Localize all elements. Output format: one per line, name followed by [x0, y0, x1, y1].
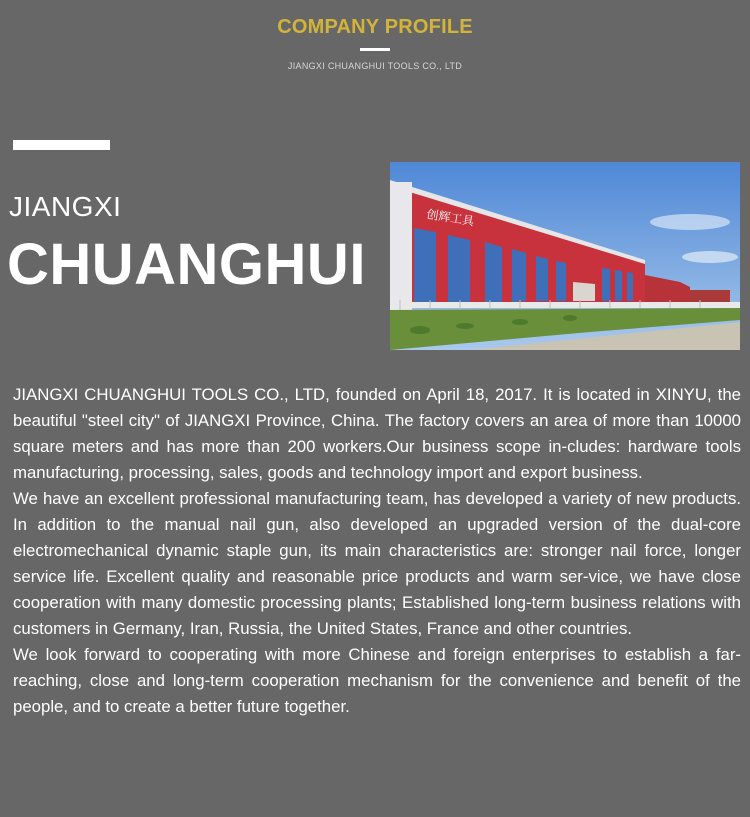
cloud: [682, 251, 738, 263]
factory-photo: [390, 162, 740, 350]
accent-bar: [13, 140, 110, 150]
description-paragraph: We look forward to cooperating with more Chinese and foreign enterprises to establish a far-reaching, close and long-term cooperation mechanism for the convenience and benefit of the people, and to create a better future together.: [13, 645, 741, 716]
building-sign: 创辉工具: [425, 207, 476, 229]
annex-building: [690, 290, 730, 302]
title-underline: [360, 48, 390, 51]
cloud: [650, 214, 730, 230]
page-title: COMPANY PROFILE: [277, 16, 473, 38]
page-subtitle: JIANGXI CHUANGHUI TOOLS CO., LTD: [287, 61, 463, 71]
description-paragraph: JIANGXI CHUANGHUI TOOLS CO., LTD, founded on April 18, 2017. It is located in XINYU, the beautiful "steel city" of JIANGXI Province, China. The factory covers an area of more than 10000 square meters and has more than 200 workers.Our business scope in-cludes: hardware tools manufacturing, processing, sales, goods and technology import and export business.: [13, 385, 741, 482]
brand-name-line2: CHUANGHUI: [7, 232, 366, 297]
entrance-tower: [390, 182, 412, 310]
company-description: [13, 382, 741, 720]
garage-door: [573, 282, 595, 301]
description-paragraph: We have an excellent professional manufacturing team, has developed a variety of new products. In addition to the manual nail gun, also developed an upgraded version of the dual-core electromechanical dynamic staple gun, its main characteristics are: stronger nail force, longer service life. Excellent quality and reasonable price products and warm ser-vice, we have close cooperation with many domestic processing plants; Established long-term business relations with customers in Germany, Iran, Russia, the United States, France and other countries.: [13, 489, 741, 638]
factory-building-illustration: [390, 162, 740, 350]
fence: [390, 302, 740, 308]
brand-name-line1: JIANGXI: [9, 191, 122, 222]
